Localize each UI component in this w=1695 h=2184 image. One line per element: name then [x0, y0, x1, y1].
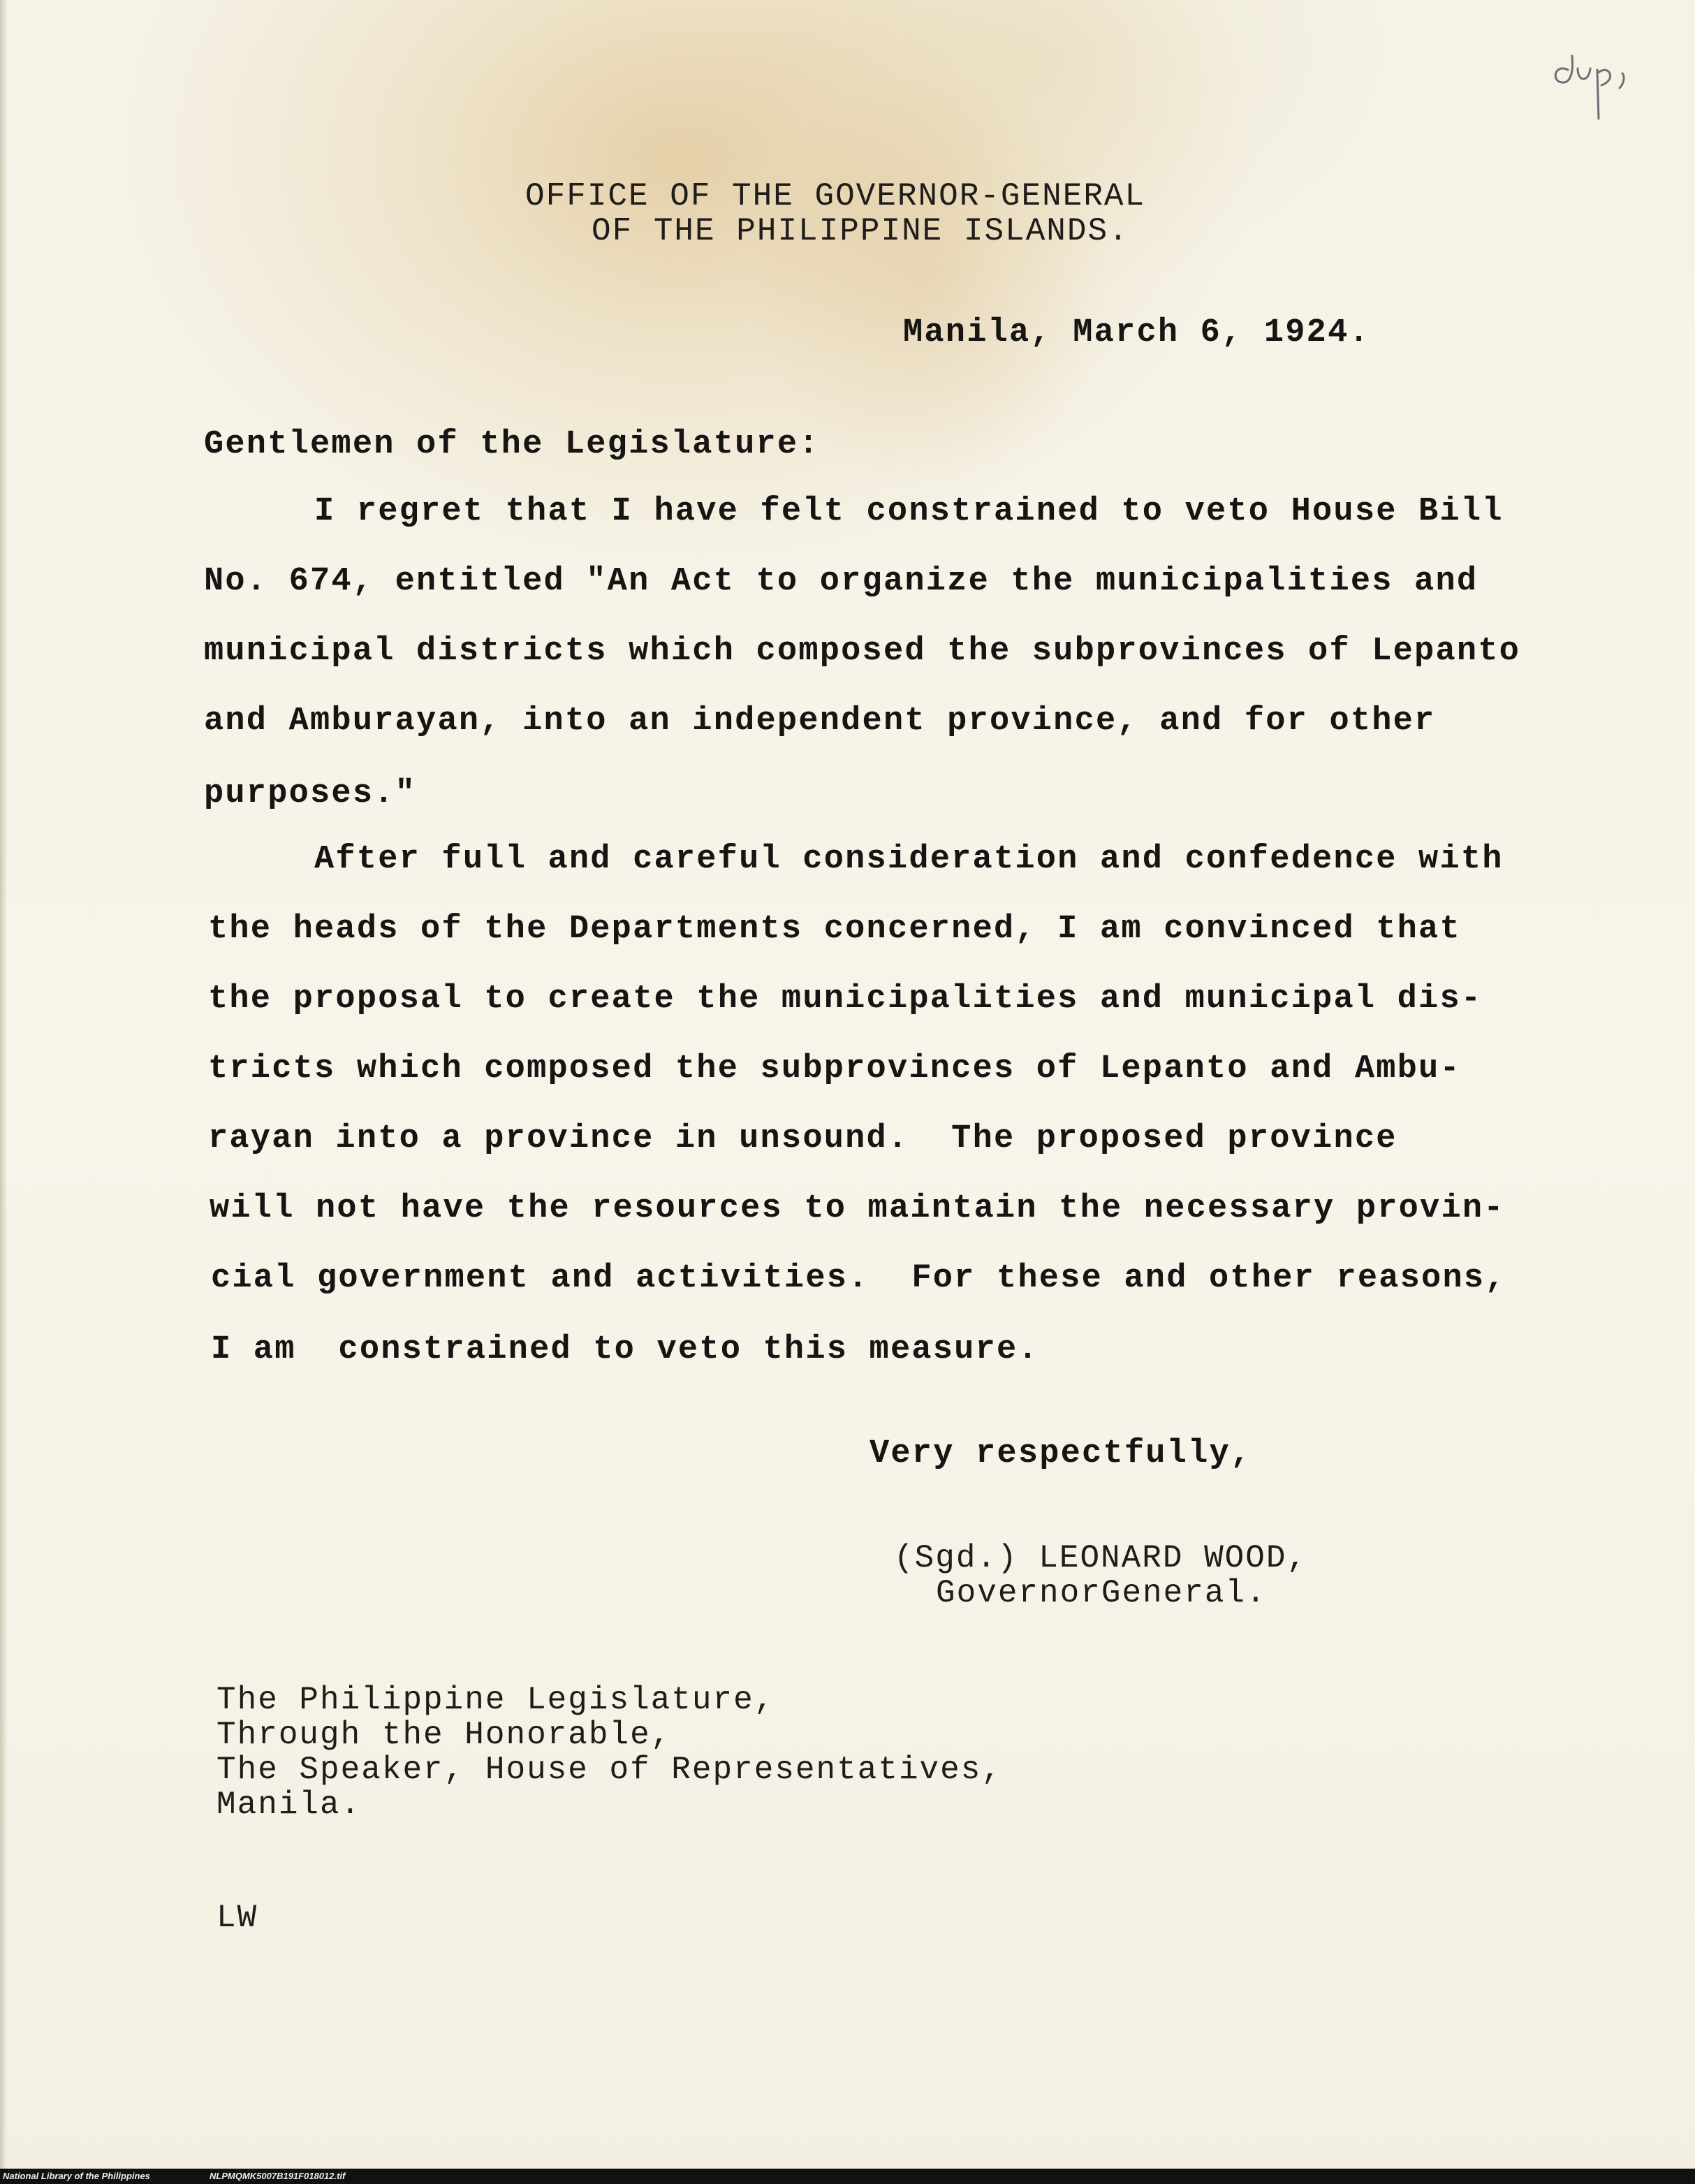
paragraph1-line-2: No. 674, entitled "An Act to organize the municipalities and — [204, 563, 1478, 600]
addressee-line-2: Through the Honorable, — [217, 1717, 672, 1753]
paragraph1-line-3: municipal districts which composed the subprovinces of Lepanto — [204, 633, 1521, 670]
paragraph2-line-3: the proposal to create the municipalities and municipal dis- — [208, 981, 1483, 1018]
paragraph2-line-5: rayan into a province in unsound. The proposed province — [208, 1120, 1397, 1157]
paragraph1-line-5: purposes." — [204, 775, 417, 812]
paragraph1-line-4: and Amburayan, into an independent province, and for other — [204, 703, 1436, 740]
signature-line-2: GovernorGeneral. — [936, 1575, 1267, 1611]
closing: Very respectfully, — [869, 1435, 1252, 1472]
dateline: Manila, March 6, 1924. — [903, 314, 1370, 351]
paragraph2-line-4: tricts which composed the subprovinces of Lepanto and Ambu- — [208, 1050, 1461, 1087]
addressee-line-4: Manila. — [217, 1787, 362, 1823]
letterhead-line-1: OFFICE OF THE GOVERNOR-GENERAL — [525, 178, 1146, 214]
archive-footer — [0, 2169, 1695, 2184]
letterhead-line-2: OF THE PHILIPPINE ISLANDS. — [592, 213, 1129, 249]
handwritten-dup-mark — [1547, 42, 1652, 140]
typist-initials: LW — [217, 1900, 258, 1936]
footer-source: National Library of the Philippines — [3, 2171, 150, 2181]
paragraph1-line-1: I regret that I have felt constrained to veto House Bill — [314, 493, 1504, 530]
addressee-line-1: The Philippine Legislature, — [217, 1682, 775, 1718]
signature-line-1: (Sgd.) LEONARD WOOD, — [894, 1540, 1308, 1576]
paragraph2-line-8: I am constrained to veto this measure. — [211, 1331, 1039, 1368]
salutation: Gentlemen of the Legislature: — [204, 426, 820, 463]
handwritten-note — [1547, 42, 1652, 140]
paragraph2-line-6: will not have the resources to maintain the necessary provin- — [210, 1190, 1505, 1227]
scan-edge — [0, 0, 7, 2184]
footer-file: NLPMQMK5007B191F018012.tif — [210, 2171, 346, 2181]
paragraph2-line-7: cial government and activities. For these and other reasons, — [211, 1260, 1506, 1297]
paragraph2-line-2: the heads of the Departments concerned, I am convinced that — [208, 911, 1461, 948]
paragraph2-line-1: After full and careful consideration and confedence with — [314, 841, 1504, 878]
addressee-line-3: The Speaker, House of Representatives, — [217, 1752, 1002, 1788]
